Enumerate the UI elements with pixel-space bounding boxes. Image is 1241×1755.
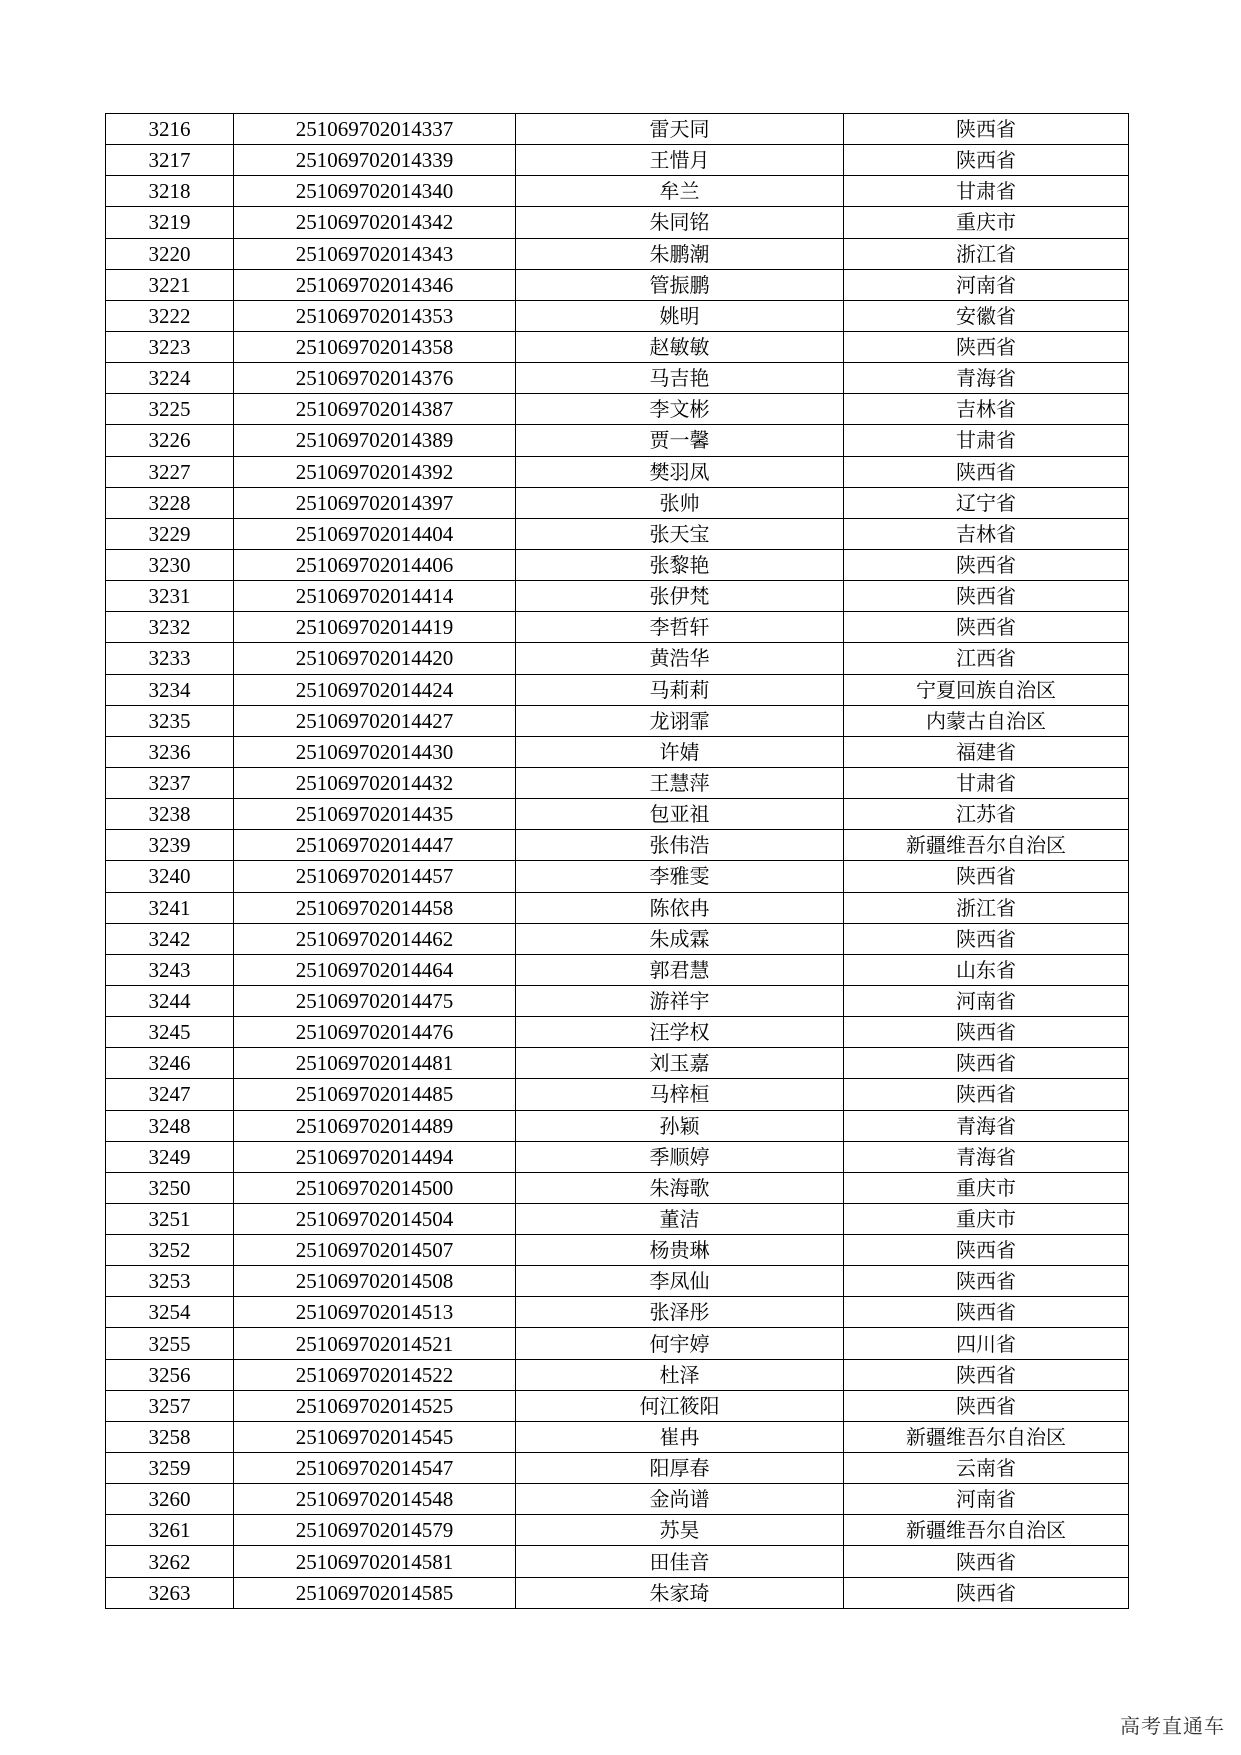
- cell-name: 许婧: [516, 736, 844, 767]
- cell-seq: 3231: [106, 581, 234, 612]
- cell-province: 吉林省: [844, 518, 1129, 549]
- cell-name: 朱鹏潮: [516, 238, 844, 269]
- cell-name: 马梓桓: [516, 1079, 844, 1110]
- cell-name: 汪学权: [516, 1017, 844, 1048]
- cell-province: 浙江省: [844, 238, 1129, 269]
- cell-candidate-id: 251069702014504: [234, 1203, 516, 1234]
- table-row: [106, 1203, 1129, 1234]
- cell-name: 苏昊: [516, 1515, 844, 1546]
- cell-candidate-id: 251069702014547: [234, 1453, 516, 1484]
- cell-candidate-id: 251069702014548: [234, 1484, 516, 1515]
- cell-candidate-id: 251069702014494: [234, 1141, 516, 1172]
- cell-province: 陕西省: [844, 1359, 1129, 1390]
- cell-name: 马吉艳: [516, 363, 844, 394]
- cell-seq: 3238: [106, 799, 234, 830]
- cell-name: 杜泽: [516, 1359, 844, 1390]
- cell-candidate-id: 251069702014457: [234, 861, 516, 892]
- cell-name: 朱同铭: [516, 207, 844, 238]
- cell-name: 樊羽凤: [516, 456, 844, 487]
- cell-name: 张泽彤: [516, 1297, 844, 1328]
- cell-name: 张天宝: [516, 518, 844, 549]
- cell-name: 姚明: [516, 300, 844, 331]
- cell-seq: 3263: [106, 1577, 234, 1608]
- cell-seq: 3248: [106, 1110, 234, 1141]
- cell-seq: 3252: [106, 1235, 234, 1266]
- cell-seq: 3223: [106, 331, 234, 362]
- cell-seq: 3262: [106, 1546, 234, 1577]
- table-row: [106, 736, 1129, 767]
- cell-name: 马莉莉: [516, 674, 844, 705]
- table-row: [106, 518, 1129, 549]
- table-row: [106, 176, 1129, 207]
- cell-candidate-id: 251069702014525: [234, 1390, 516, 1421]
- table-row: [106, 456, 1129, 487]
- cell-candidate-id: 251069702014447: [234, 830, 516, 861]
- cell-candidate-id: 251069702014545: [234, 1421, 516, 1452]
- cell-name: 赵敏敏: [516, 331, 844, 362]
- cell-province: 陕西省: [844, 923, 1129, 954]
- cell-province: 甘肃省: [844, 767, 1129, 798]
- cell-candidate-id: 251069702014481: [234, 1048, 516, 1079]
- cell-province: 青海省: [844, 1110, 1129, 1141]
- cell-province: 陕西省: [844, 1079, 1129, 1110]
- cell-province: 内蒙古自治区: [844, 705, 1129, 736]
- cell-province: 江苏省: [844, 799, 1129, 830]
- cell-province: 陕西省: [844, 1048, 1129, 1079]
- cell-seq: 3243: [106, 954, 234, 985]
- cell-candidate-id: 251069702014521: [234, 1328, 516, 1359]
- table-row: [106, 114, 1129, 145]
- cell-seq: 3242: [106, 923, 234, 954]
- cell-province: 福建省: [844, 736, 1129, 767]
- cell-name: 牟兰: [516, 176, 844, 207]
- cell-seq: 3251: [106, 1203, 234, 1234]
- cell-seq: 3246: [106, 1048, 234, 1079]
- cell-name: 管振鹏: [516, 269, 844, 300]
- cell-candidate-id: 251069702014430: [234, 736, 516, 767]
- table-row: [106, 1079, 1129, 1110]
- cell-seq: 3225: [106, 394, 234, 425]
- cell-candidate-id: 251069702014427: [234, 705, 516, 736]
- cell-seq: 3240: [106, 861, 234, 892]
- table-row: [106, 1484, 1129, 1515]
- cell-seq: 3233: [106, 643, 234, 674]
- cell-province: 陕西省: [844, 1235, 1129, 1266]
- cell-name: 郭君慧: [516, 954, 844, 985]
- cell-seq: 3245: [106, 1017, 234, 1048]
- cell-province: 陕西省: [844, 861, 1129, 892]
- cell-province: 新疆维吾尔自治区: [844, 1515, 1129, 1546]
- cell-candidate-id: 251069702014339: [234, 145, 516, 176]
- table-row: [106, 331, 1129, 362]
- cell-candidate-id: 251069702014392: [234, 456, 516, 487]
- cell-candidate-id: 251069702014432: [234, 767, 516, 798]
- cell-candidate-id: 251069702014581: [234, 1546, 516, 1577]
- table-row: [106, 1235, 1129, 1266]
- cell-candidate-id: 251069702014500: [234, 1172, 516, 1203]
- cell-province: 河南省: [844, 985, 1129, 1016]
- table-row: [106, 1421, 1129, 1452]
- cell-seq: 3230: [106, 549, 234, 580]
- table-row: [106, 1515, 1129, 1546]
- cell-candidate-id: 251069702014507: [234, 1235, 516, 1266]
- cell-province: 辽宁省: [844, 487, 1129, 518]
- cell-province: 陕西省: [844, 1390, 1129, 1421]
- table-row: [106, 1110, 1129, 1141]
- cell-name: 何江筱阳: [516, 1390, 844, 1421]
- watermark-text: 高考直通车: [1120, 1714, 1225, 1738]
- table-row: [106, 1328, 1129, 1359]
- cell-province: 河南省: [844, 1484, 1129, 1515]
- cell-candidate-id: 251069702014513: [234, 1297, 516, 1328]
- table-row: [106, 269, 1129, 300]
- table-row: [106, 394, 1129, 425]
- cell-province: 陕西省: [844, 549, 1129, 580]
- cell-candidate-id: 251069702014508: [234, 1266, 516, 1297]
- cell-seq: 3228: [106, 487, 234, 518]
- cell-seq: 3256: [106, 1359, 234, 1390]
- cell-candidate-id: 251069702014420: [234, 643, 516, 674]
- cell-name: 黄浩华: [516, 643, 844, 674]
- table-row: [106, 363, 1129, 394]
- table-row: [106, 830, 1129, 861]
- table-row: [106, 892, 1129, 923]
- cell-seq: 3260: [106, 1484, 234, 1515]
- cell-province: 陕西省: [844, 612, 1129, 643]
- table-row: [106, 674, 1129, 705]
- cell-name: 杨贵琳: [516, 1235, 844, 1266]
- cell-name: 崔冉: [516, 1421, 844, 1452]
- cell-province: 新疆维吾尔自治区: [844, 1421, 1129, 1452]
- table-body: [106, 114, 1129, 1609]
- table-row: [106, 767, 1129, 798]
- cell-seq: 3239: [106, 830, 234, 861]
- table-row: [106, 1297, 1129, 1328]
- cell-candidate-id: 251069702014485: [234, 1079, 516, 1110]
- cell-province: 陕西省: [844, 456, 1129, 487]
- cell-candidate-id: 251069702014343: [234, 238, 516, 269]
- table-row: [106, 425, 1129, 456]
- table-row: [106, 1453, 1129, 1484]
- cell-province: 山东省: [844, 954, 1129, 985]
- cell-candidate-id: 251069702014376: [234, 363, 516, 394]
- cell-candidate-id: 251069702014358: [234, 331, 516, 362]
- table-row: [106, 1266, 1129, 1297]
- cell-name: 张黎艳: [516, 549, 844, 580]
- cell-province: 江西省: [844, 643, 1129, 674]
- cell-candidate-id: 251069702014462: [234, 923, 516, 954]
- cell-seq: 3221: [106, 269, 234, 300]
- table-row: [106, 1546, 1129, 1577]
- cell-candidate-id: 251069702014475: [234, 985, 516, 1016]
- cell-name: 李文彬: [516, 394, 844, 425]
- table-row: [106, 1172, 1129, 1203]
- table-row: [106, 1390, 1129, 1421]
- cell-name: 李哲轩: [516, 612, 844, 643]
- cell-seq: 3232: [106, 612, 234, 643]
- cell-candidate-id: 251069702014458: [234, 892, 516, 923]
- cell-province: 陕西省: [844, 1266, 1129, 1297]
- table-row: [106, 612, 1129, 643]
- cell-province: 吉林省: [844, 394, 1129, 425]
- cell-seq: 3255: [106, 1328, 234, 1359]
- cell-seq: 3234: [106, 674, 234, 705]
- cell-province: 甘肃省: [844, 176, 1129, 207]
- cell-province: 陕西省: [844, 1297, 1129, 1328]
- cell-candidate-id: 251069702014337: [234, 114, 516, 145]
- cell-seq: 3229: [106, 518, 234, 549]
- cell-name: 朱海歌: [516, 1172, 844, 1203]
- cell-candidate-id: 251069702014346: [234, 269, 516, 300]
- cell-seq: 3237: [106, 767, 234, 798]
- cell-candidate-id: 251069702014585: [234, 1577, 516, 1608]
- cell-province: 陕西省: [844, 1546, 1129, 1577]
- cell-province: 青海省: [844, 363, 1129, 394]
- cell-seq: 3220: [106, 238, 234, 269]
- cell-candidate-id: 251069702014424: [234, 674, 516, 705]
- cell-name: 朱家琦: [516, 1577, 844, 1608]
- cell-candidate-id: 251069702014435: [234, 799, 516, 830]
- cell-province: 陕西省: [844, 1017, 1129, 1048]
- cell-candidate-id: 251069702014489: [234, 1110, 516, 1141]
- cell-candidate-id: 251069702014340: [234, 176, 516, 207]
- cell-seq: 3218: [106, 176, 234, 207]
- cell-name: 张伟浩: [516, 830, 844, 861]
- cell-seq: 3216: [106, 114, 234, 145]
- cell-name: 张帅: [516, 487, 844, 518]
- cell-candidate-id: 251069702014414: [234, 581, 516, 612]
- cell-province: 重庆市: [844, 1172, 1129, 1203]
- cell-name: 雷天同: [516, 114, 844, 145]
- table-row: [106, 705, 1129, 736]
- table-row: [106, 985, 1129, 1016]
- cell-province: 河南省: [844, 269, 1129, 300]
- cell-name: 刘玉嘉: [516, 1048, 844, 1079]
- table-row: [106, 581, 1129, 612]
- cell-province: 重庆市: [844, 1203, 1129, 1234]
- table-row: [106, 238, 1129, 269]
- cell-name: 季顺婷: [516, 1141, 844, 1172]
- table-row: [106, 861, 1129, 892]
- table-row: [106, 145, 1129, 176]
- cell-name: 陈依冉: [516, 892, 844, 923]
- cell-seq: 3259: [106, 1453, 234, 1484]
- cell-candidate-id: 251069702014387: [234, 394, 516, 425]
- cell-seq: 3227: [106, 456, 234, 487]
- cell-province: 新疆维吾尔自治区: [844, 830, 1129, 861]
- cell-seq: 3249: [106, 1141, 234, 1172]
- cell-candidate-id: 251069702014464: [234, 954, 516, 985]
- cell-name: 朱成霖: [516, 923, 844, 954]
- cell-name: 董洁: [516, 1203, 844, 1234]
- table-row: [106, 643, 1129, 674]
- cell-candidate-id: 251069702014579: [234, 1515, 516, 1546]
- cell-name: 王惜月: [516, 145, 844, 176]
- cell-province: 甘肃省: [844, 425, 1129, 456]
- admission-list-table: [105, 113, 1129, 1609]
- cell-seq: 3235: [106, 705, 234, 736]
- table-row: [106, 1141, 1129, 1172]
- cell-province: 重庆市: [844, 207, 1129, 238]
- cell-candidate-id: 251069702014476: [234, 1017, 516, 1048]
- table-row: [106, 799, 1129, 830]
- cell-province: 青海省: [844, 1141, 1129, 1172]
- cell-candidate-id: 251069702014406: [234, 549, 516, 580]
- cell-seq: 3261: [106, 1515, 234, 1546]
- cell-seq: 3222: [106, 300, 234, 331]
- table-row: [106, 487, 1129, 518]
- cell-candidate-id: 251069702014404: [234, 518, 516, 549]
- table-row: [106, 1359, 1129, 1390]
- cell-candidate-id: 251069702014397: [234, 487, 516, 518]
- cell-province: 云南省: [844, 1453, 1129, 1484]
- cell-name: 包亚祖: [516, 799, 844, 830]
- cell-name: 游祥宇: [516, 985, 844, 1016]
- cell-seq: 3236: [106, 736, 234, 767]
- cell-candidate-id: 251069702014353: [234, 300, 516, 331]
- cell-name: 李雅雯: [516, 861, 844, 892]
- cell-name: 李凤仙: [516, 1266, 844, 1297]
- cell-name: 张伊梵: [516, 581, 844, 612]
- table-row: [106, 1017, 1129, 1048]
- cell-seq: 3241: [106, 892, 234, 923]
- cell-seq: 3258: [106, 1421, 234, 1452]
- cell-province: 浙江省: [844, 892, 1129, 923]
- cell-name: 贾一馨: [516, 425, 844, 456]
- cell-province: 陕西省: [844, 114, 1129, 145]
- table-row: [106, 1577, 1129, 1608]
- table-row: [106, 549, 1129, 580]
- table-row: [106, 923, 1129, 954]
- cell-province: 陕西省: [844, 1577, 1129, 1608]
- cell-name: 田佳音: [516, 1546, 844, 1577]
- cell-candidate-id: 251069702014419: [234, 612, 516, 643]
- cell-seq: 3250: [106, 1172, 234, 1203]
- cell-name: 阳厚春: [516, 1453, 844, 1484]
- cell-province: 陕西省: [844, 331, 1129, 362]
- cell-name: 金尚谱: [516, 1484, 844, 1515]
- cell-candidate-id: 251069702014389: [234, 425, 516, 456]
- cell-seq: 3253: [106, 1266, 234, 1297]
- cell-seq: 3254: [106, 1297, 234, 1328]
- cell-name: 孙颖: [516, 1110, 844, 1141]
- cell-province: 陕西省: [844, 581, 1129, 612]
- cell-province: 陕西省: [844, 145, 1129, 176]
- table-row: [106, 300, 1129, 331]
- cell-name: 何宇婷: [516, 1328, 844, 1359]
- cell-name: 龙诩霏: [516, 705, 844, 736]
- cell-seq: 3247: [106, 1079, 234, 1110]
- cell-seq: 3257: [106, 1390, 234, 1421]
- cell-seq: 3244: [106, 985, 234, 1016]
- table-row: [106, 1048, 1129, 1079]
- cell-candidate-id: 251069702014342: [234, 207, 516, 238]
- cell-province: 四川省: [844, 1328, 1129, 1359]
- cell-province: 安徽省: [844, 300, 1129, 331]
- cell-seq: 3217: [106, 145, 234, 176]
- cell-candidate-id: 251069702014522: [234, 1359, 516, 1390]
- cell-seq: 3219: [106, 207, 234, 238]
- cell-seq: 3224: [106, 363, 234, 394]
- table-row: [106, 207, 1129, 238]
- table-row: [106, 954, 1129, 985]
- cell-name: 王慧萍: [516, 767, 844, 798]
- cell-province: 宁夏回族自治区: [844, 674, 1129, 705]
- cell-seq: 3226: [106, 425, 234, 456]
